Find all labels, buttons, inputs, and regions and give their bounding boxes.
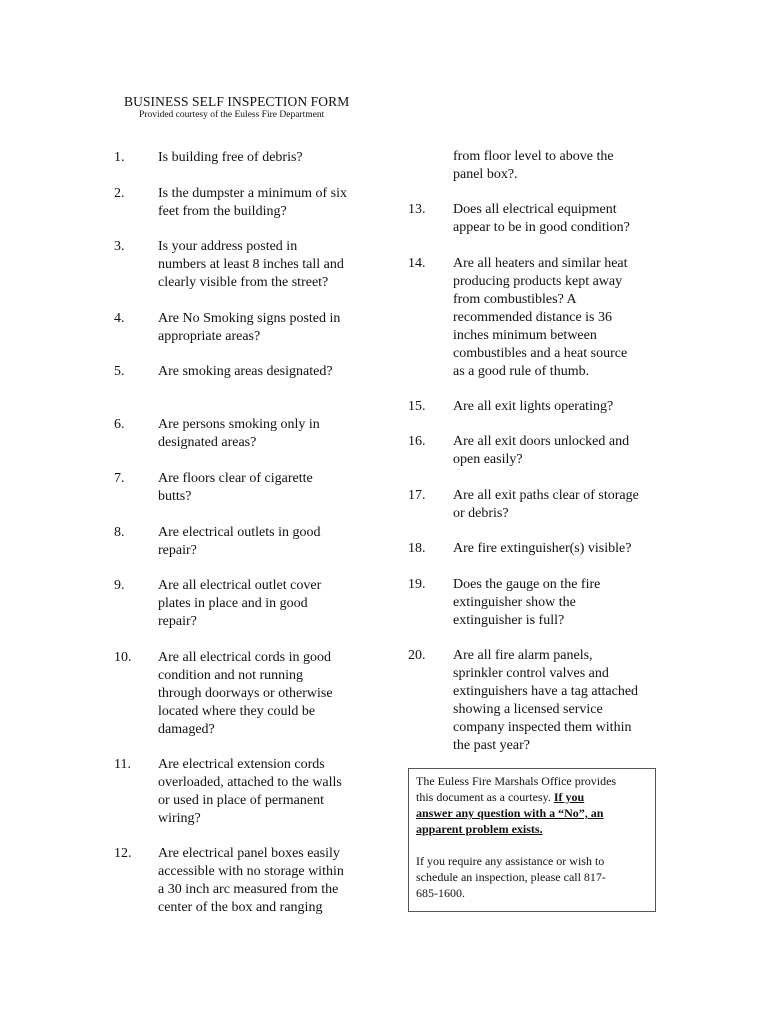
question-text: Are all electrical outlet cover plates in place and in good repair? xyxy=(158,578,322,629)
question-text: Are all exit lights operating? xyxy=(453,399,614,414)
question-12-continued: from floor level to above the panel box?. xyxy=(453,149,614,182)
question-text: Are smoking areas designated? xyxy=(158,364,333,379)
question-number: 15. xyxy=(408,399,426,414)
question-text: Are all fire alarm panels, sprinkler control valves and extinguishers have a tag attached showing a licensed service company inspected them within the past year? xyxy=(453,648,639,753)
question-number: 3. xyxy=(114,239,125,254)
question-text: Are floors clear of cigarette butts? xyxy=(158,471,313,504)
note-warning-line: answer any question with a “No”, an xyxy=(416,806,604,820)
question-number: 7. xyxy=(114,471,125,486)
question-text: Are electrical extension cords overloaded, attached to the walls or used in place of permanent wiring? xyxy=(158,757,342,826)
question-number: 8. xyxy=(114,525,125,540)
question-text: Is the dumpster a minimum of six feet from the building? xyxy=(158,186,347,219)
note-contact-line: schedule an inspection, please call 817- xyxy=(416,870,606,884)
form-title: BUSINESS SELF INSPECTION FORM xyxy=(124,94,350,109)
note-warning-line: apparent problem exists. xyxy=(416,822,543,836)
question-text: Are fire extinguisher(s) visible? xyxy=(453,541,632,556)
note-line: this document as a courtesy. If you xyxy=(416,790,585,804)
note-contact-line: 685-1600. xyxy=(416,886,465,900)
question-text: Does the gauge on the fire extinguisher show the extinguisher is full? xyxy=(453,577,601,628)
question-number: 14. xyxy=(408,256,426,271)
form-subtitle: Provided courtesy of the Euless Fire Department xyxy=(139,110,325,120)
question-text: Are electrical panel boxes easily accessible with no storage within a 30 inch arc measured from the center of the box and ranging xyxy=(158,846,344,915)
question-number: 12. xyxy=(114,846,132,861)
question-text: Are No Smoking signs posted in appropriate areas? xyxy=(158,311,341,344)
question-number: 10. xyxy=(114,650,132,665)
question-number: 2. xyxy=(114,186,125,201)
question-number: 16. xyxy=(408,434,426,449)
question-text: Are all exit doors unlocked and open easily? xyxy=(453,434,630,467)
question-number: 17. xyxy=(408,488,426,503)
question-number: 18. xyxy=(408,541,426,556)
question-number: 1. xyxy=(114,150,125,165)
question-text: Is your address posted in numbers at least 8 inches tall and clearly visible from the street? xyxy=(158,239,344,290)
question-text: Does all electrical equipment appear to be in good condition? xyxy=(453,202,630,235)
question-text: Are electrical outlets in good repair? xyxy=(158,525,321,558)
question-text: Is building free of debris? xyxy=(158,150,303,165)
question-text: Are all exit paths clear of storage or debris? xyxy=(453,488,639,521)
question-number: 19. xyxy=(408,577,426,592)
question-number: 20. xyxy=(408,648,426,663)
question-number: 13. xyxy=(408,202,426,217)
question-number: 4. xyxy=(114,311,125,326)
question-text: Are all electrical cords in good condition and not running through doorways or otherwise located where they could be damaged? xyxy=(158,650,333,737)
question-text: Are all heaters and similar heat producing products kept away from combustibles? A recommended distance is 36 inches minimum between combustibles and a heat source as a good rule of thumb. xyxy=(453,256,628,379)
question-number: 11. xyxy=(114,757,131,772)
question-text: Are persons smoking only in designated areas? xyxy=(158,417,320,450)
question-number: 6. xyxy=(114,417,125,432)
note-line: The Euless Fire Marshals Office provides xyxy=(416,774,617,788)
note-contact-line: If you require any assistance or wish to xyxy=(416,854,605,868)
question-number: 9. xyxy=(114,578,125,593)
courtesy-note-box xyxy=(408,768,656,912)
question-number: 5. xyxy=(114,364,125,379)
